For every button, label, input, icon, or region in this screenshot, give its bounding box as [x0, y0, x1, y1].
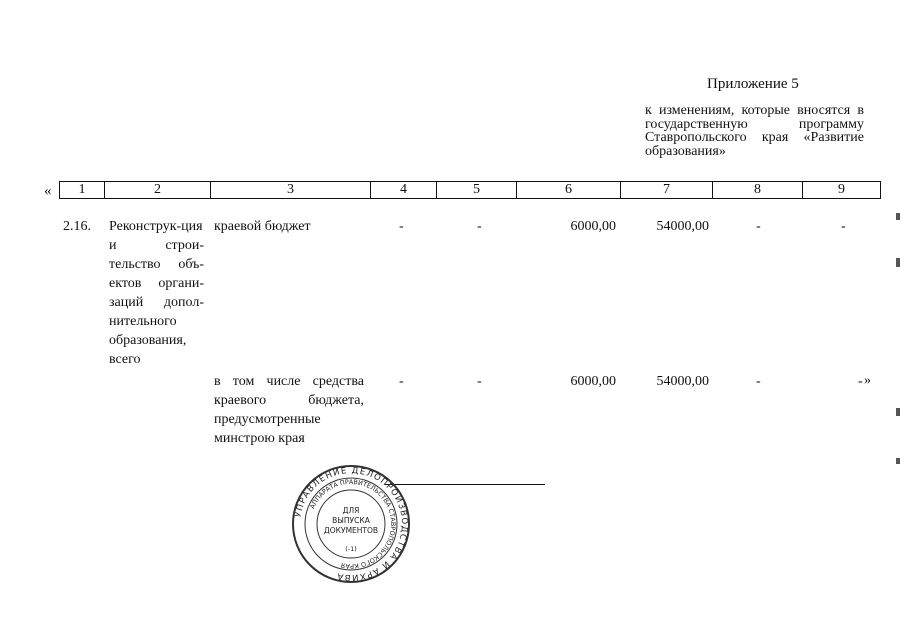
row-col5-value: - — [477, 219, 482, 234]
row-name: Реконструк-ция и строи-тельство объ-ектов органи-заций допол-нительного образования, всего — [109, 219, 204, 367]
office-stamp — [290, 463, 412, 585]
row-col8-value: - — [756, 219, 761, 234]
appendix-title: Приложение 5 — [707, 76, 799, 92]
column-header-3: 3 — [211, 182, 371, 198]
row-col9-value: - — [858, 374, 863, 389]
column-header-9: 9 — [838, 182, 845, 197]
row-col4-value: - — [399, 374, 404, 389]
row-col6-value: 6000,00 — [570, 374, 616, 389]
scan-artifact — [896, 213, 900, 220]
column-header-2: 2 — [105, 182, 211, 198]
stamp-center-line-3: ДОКУМЕНТОВ — [323, 526, 379, 535]
close-quote: » — [864, 373, 871, 388]
stamp-inner-text: АППАРАТА ПРАВИТЕЛЬСТВА СТАВРОПОЛЬСКОГО КРАЯ — [308, 477, 398, 571]
row-col6-value: 6000,00 — [570, 219, 616, 234]
row-funding-source: в том числе средства краевого бюджета, предусмотренные минстрою края — [214, 374, 364, 446]
column-header-4: 4 — [371, 182, 437, 198]
column-header-8: 8 — [713, 182, 803, 198]
column-header-1: 1 — [60, 182, 105, 198]
open-quote: « — [44, 183, 52, 199]
scan-artifact — [896, 458, 900, 464]
scan-artifact — [896, 258, 900, 267]
row-col8-value: - — [756, 374, 761, 389]
row-col5-value: - — [477, 374, 482, 389]
row-funding-source: краевой бюджет — [214, 219, 311, 234]
row-col7-value: 54000,00 — [656, 219, 709, 234]
row-col9-value: - — [841, 219, 846, 234]
column-header-5: 5 — [437, 182, 517, 198]
appendix-subtitle: к изменениям, которые вносятся в государственную программу Ставропольского края «Развитие образования» — [645, 103, 864, 159]
column-header-6: 6 — [517, 182, 621, 198]
stamp-center-line-2: ВЫПУСКА — [332, 516, 370, 525]
column-header-7: 7 — [621, 182, 713, 198]
stamp-center-line-1: ДЛЯ — [342, 506, 360, 515]
table-header-row — [59, 181, 881, 199]
row-number: 2.16. — [63, 219, 91, 234]
scan-artifact — [896, 408, 900, 416]
stamp-number: (-1) — [345, 545, 357, 553]
row-col4-value: - — [399, 219, 404, 234]
row-col7-value: 54000,00 — [656, 374, 709, 389]
stamp-outer-text: УПРАВЛЕНИЕ ДЕЛОПРОИЗВОДСТВА И АРХИВА — [293, 465, 410, 583]
